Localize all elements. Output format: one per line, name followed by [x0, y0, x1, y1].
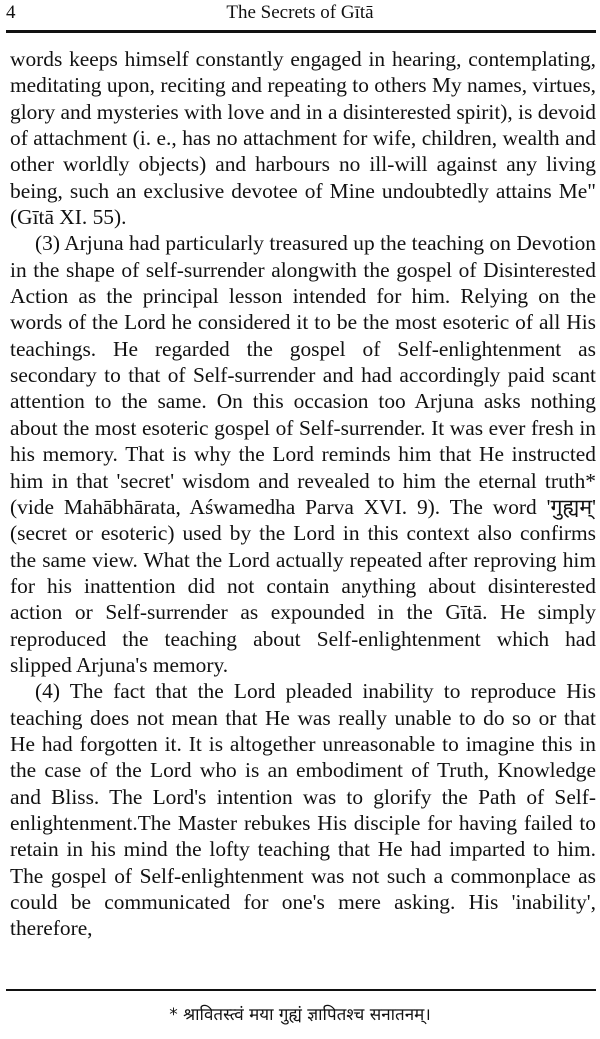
- footnote-rule: [6, 989, 596, 991]
- header-rule: [6, 30, 596, 33]
- footnote: * श्रावितस्त्वं मया गुह्यं ज्ञापितश्च सनातनम्।: [169, 1005, 431, 1025]
- body-text: [10, 46, 596, 942]
- page-header: [0, 0, 600, 34]
- page-number: 4: [6, 2, 16, 23]
- paragraph-continuation: words keeps himself constantly engaged in hearing, contemplating, meditating upon, reciting and repeating to others My names, virtues, glory and mysteries with love and in a disinterested spirit), is devoid of attachment (i. e., has no attachment for wife, children, wealth and other worldly objects) and harbours no ill-will against any living being, such an exclusive devotee of Mine undoubtedly attains Me" (Gītā XI. 55).: [10, 47, 596, 230]
- paragraph-3: (3) Arjuna had particularly treasured up the teaching on Devotion in the shape of self-surrender alongwith the gospel of Disinterested Action as the principal lesson intended for him. Relying on the words of the Lord he considered it to be the most esoteric of all His teachings. He regarded the gospel of Self-enlightenment as secondary to that of Self-surrender and had accordingly paid scant attention to the same. On this occasion too Arjuna asks nothing about the most esoteric gospel of Self-surrender. It was ever fresh in his memory. That is why the Lord reminds him that He instructed him in that 'secret' wisdom and revealed to him the eternal truth* (vide Mahābhārata, Aśwamedha Parva XVI. 9). The word 'गुह्यम्' (secret or esoteric) used by the Lord in this context also confirms the same view. What the Lord actually repeated after reproving him for his inattention did not contain anything about disinterested action or Self-surrender as expounded in the Gītā. He simply reproduced the teaching about Self-enlightenment which had slipped Arjuna's memory.: [10, 231, 596, 677]
- paragraph-4: (4) The fact that the Lord pleaded inability to reproduce His teaching does not mean that He was really unable to do so or that He had forgotten it. It is altogether unreasonable to imagine this in the case of the Lord who is an embodiment of Truth, Knowledge and Bliss. The Lord's intention was to glorify the Path of Self-enlightenment.The Master rebukes His disciple for having failed to retain in his mind the lofty teaching that He had imparted to him. The gospel of Self-enlightenment was not such a commonplace as could be communicated for one's mere asking. His 'inability', therefore,: [10, 679, 596, 941]
- running-title: The Secrets of Gītā: [226, 2, 374, 23]
